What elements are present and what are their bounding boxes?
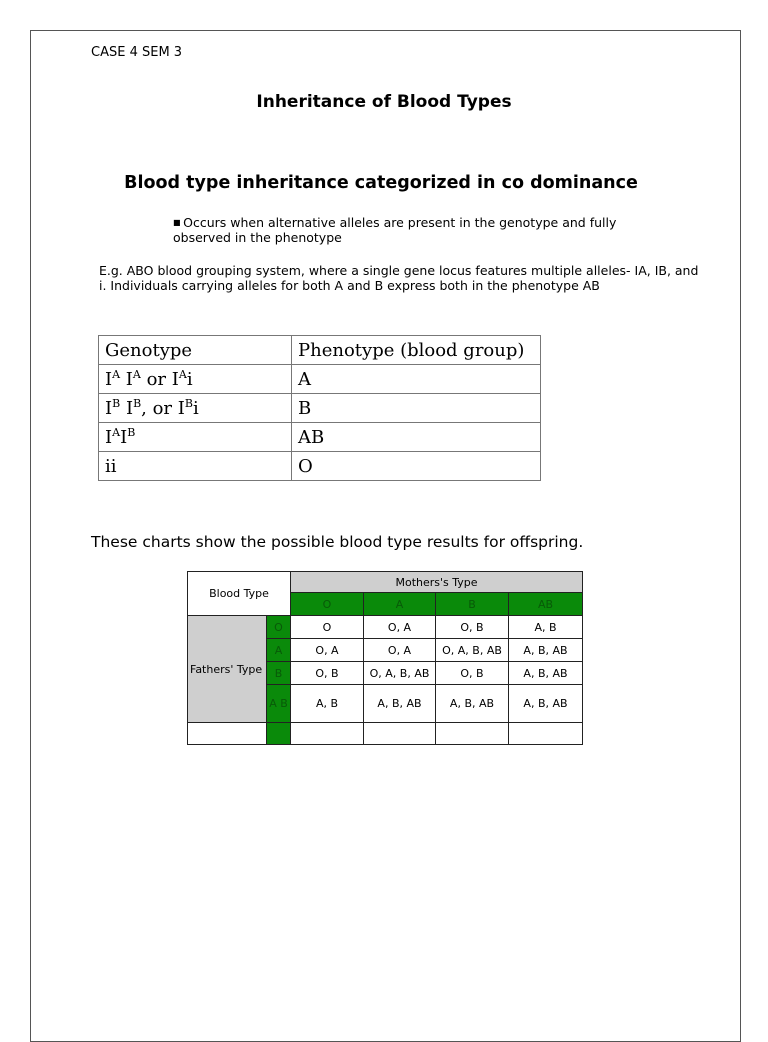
mother-type-o: O — [291, 593, 364, 616]
section-heading: Blood type inheritance categorized in co dominance — [124, 173, 638, 193]
genotype-table — [98, 335, 541, 481]
empty-row — [188, 723, 583, 745]
page-title: Inheritance of Blood Types — [256, 92, 512, 112]
result-cell: O — [291, 616, 364, 639]
result-cell: O, A — [364, 616, 436, 639]
charts-intro: These charts show the possible blood type results for offspring. — [91, 533, 584, 551]
result-cell: O, A — [291, 639, 364, 662]
result-cell: O, A — [364, 639, 436, 662]
corner-cell: Blood Type — [188, 572, 291, 616]
table-row — [99, 394, 541, 423]
father-type-a: A — [267, 639, 291, 662]
example-paragraph: E.g. ABO blood grouping system, where a single gene locus features multiple alleles- IA, IB, and i. Individuals carrying alleles for both A and B express both in the phenotype AB — [99, 263, 699, 293]
result-cell: O, B — [436, 616, 509, 639]
mothers-type-header: Mothers's Type — [291, 572, 583, 593]
result-cell: A, B, AB — [509, 639, 583, 662]
table-row — [99, 423, 541, 452]
bullet-text: Occurs when alternative alleles are present in the genotype and fully observed in the phenotype — [173, 215, 617, 245]
genotype-cell: $I^A$ $I^A$ or $I^Ai$ — [99, 365, 292, 394]
genotype-cell: $I^AI^B$ — [99, 423, 292, 452]
table-row — [99, 452, 541, 481]
result-cell: A, B, AB — [436, 685, 509, 723]
result-cell: O, B — [436, 662, 509, 685]
genotype-cell: $I^B$ $I^B$, or $I^Bi$ — [99, 394, 292, 423]
case-label: CASE 4 SEM 3 — [91, 45, 183, 60]
header-cell: Phenotype (blood group) — [292, 336, 541, 365]
result-cell: A, B, AB — [364, 685, 436, 723]
result-cell: A, B, AB — [509, 685, 583, 723]
mother-type-b: B — [436, 593, 509, 616]
bullet-icon: ■ — [173, 218, 184, 227]
result-cell: A, B, AB — [509, 662, 583, 685]
table-header-row — [99, 336, 541, 365]
phenotype-cell: AB — [292, 423, 541, 452]
table-row — [99, 365, 541, 394]
result-cell: A, B — [291, 685, 364, 723]
result-cell: O, A, B, AB — [436, 639, 509, 662]
offspring-table — [187, 571, 583, 745]
father-type-o: O — [267, 616, 291, 639]
result-cell: O, B — [291, 662, 364, 685]
mother-type-ab: AB — [509, 593, 583, 616]
genotype-cell: ii — [99, 452, 292, 481]
phenotype-cell: A — [292, 365, 541, 394]
result-cell: A, B — [509, 616, 583, 639]
fathers-type-header: Fathers' Type — [188, 616, 267, 723]
phenotype-cell: O — [292, 452, 541, 481]
result-cell: O, A, B, AB — [364, 662, 436, 685]
father-type-b: B — [267, 662, 291, 685]
mother-type-a: A — [364, 593, 436, 616]
father-type-ab: A B — [267, 685, 291, 723]
phenotype-cell: B — [292, 394, 541, 423]
bullet-point — [173, 215, 653, 245]
header-cell: Genotype — [99, 336, 292, 365]
